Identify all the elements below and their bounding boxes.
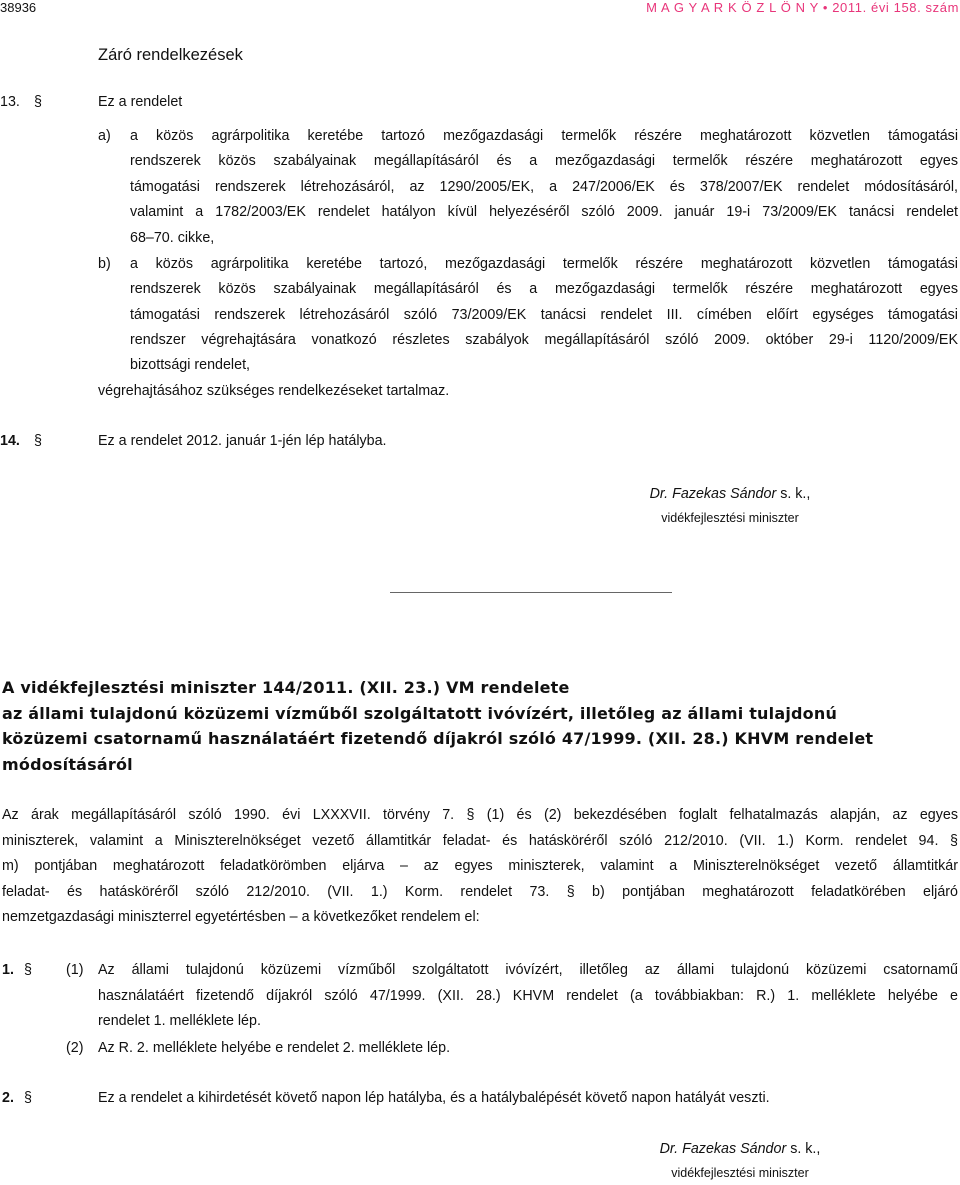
section-divider bbox=[390, 592, 672, 593]
section-sign: § bbox=[24, 962, 32, 978]
preamble-line: feladat- és hatásköréről szóló 212/2010. (VII. 1.) Korm. rendelet 73. § b) pontjában meghatározott feladatkörében eljáró bbox=[2, 884, 958, 900]
signatory-role: vidékfejlesztési miniszter bbox=[671, 1165, 809, 1180]
section-sign: § bbox=[34, 94, 42, 110]
decree-title-line: A vidékfejlesztési miniszter 144/2011. (XII. 23.) VM rendelete bbox=[2, 678, 570, 697]
preamble-line: miniszterek, valamint a Miniszterelnökséget vezető államtitkár feladat- és hatásköréről szóló 212/2010. (VII. 1.) Korm. rendelet 94. § bbox=[2, 833, 958, 849]
preamble-line: nemzetgazdasági miniszterrel egyetértésben – a következőket rendelem el: bbox=[2, 909, 480, 925]
subsection-1-line: rendelet 1. melléklete lép. bbox=[98, 1013, 261, 1029]
point-label-b: b) bbox=[98, 256, 111, 272]
decree-title-line: közüzemi csatornamű használatáért fizetendő díjakról szóló 47/1999. (XII. 28.) KHVM rendelet bbox=[2, 729, 874, 748]
subsection-1-line: használatáért fizetendő díjakról szóló 47/1999. (XII. 28.) KHVM rendelet (a továbbiakban: R.) 1. melléklete helyébe e bbox=[98, 988, 958, 1004]
paragraph-number: 2. bbox=[2, 1090, 14, 1106]
point-a-line: 68–70. cikke, bbox=[130, 230, 215, 246]
section-sign: § bbox=[34, 433, 42, 449]
paragraph-text: Ez a rendelet a kihirdetését követő napon lép hatályba, és a hatálybalépését követő napon hatályát veszti. bbox=[98, 1090, 770, 1106]
section-heading: Záró rendelkezések bbox=[98, 46, 243, 64]
point-a-line: a közös agrárpolitika keretébe tartozó mezőgazdasági termelők részére meghatározott közvetlen támogatási bbox=[130, 128, 958, 144]
point-label-a: a) bbox=[98, 128, 111, 144]
point-b-line: rendszerek közös szabályainak megállapításáról és a mezőgazdasági termelők részére meghatározott egyes bbox=[130, 281, 958, 297]
running-title: M A G Y A R K Ö Z L Ö N Y • 2011. évi 158. szám bbox=[646, 0, 959, 15]
signature-suffix: s. k., bbox=[786, 1141, 821, 1157]
signature-block bbox=[610, 482, 850, 528]
page-header bbox=[0, 0, 960, 20]
point-a-line: rendszerek közös szabályainak megállapításáról és a mezőgazdasági termelők részére meghatározott egyes bbox=[130, 153, 958, 169]
signatory-role: vidékfejlesztési miniszter bbox=[661, 510, 799, 525]
page-number: 38936 bbox=[0, 0, 37, 15]
subsection-2-text: Az R. 2. melléklete helyébe e rendelet 2. melléklete lép. bbox=[98, 1040, 451, 1056]
signature-block bbox=[620, 1137, 860, 1183]
decree-title-line: módosításáról bbox=[2, 754, 133, 774]
subsection-1-line: Az állami tulajdonú közüzemi vízműből szolgáltatott ivóvízért, illetőleg az állami tulajdonú közüzemi csatornamű bbox=[98, 962, 958, 978]
point-b-line: a közös agrárpolitika keretébe tartozó, mezőgazdasági termelők részére meghatározott közvetlen támogatási bbox=[130, 256, 958, 272]
subsection-label-1: (1) bbox=[66, 962, 84, 978]
section-sign: § bbox=[24, 1090, 32, 1106]
subsection-label-2: (2) bbox=[66, 1040, 84, 1056]
paragraph-closing: végrehajtásához szükséges rendelkezéseket tartalmaz. bbox=[98, 383, 450, 399]
signature-suffix: s. k., bbox=[776, 486, 811, 502]
decree-title bbox=[2, 675, 902, 777]
paragraph-number: 14. bbox=[0, 433, 20, 449]
signatory-name: Dr. Fazekas Sándor bbox=[649, 486, 777, 502]
point-b-line: támogatási rendszerek létrehozásáról szóló 73/2009/EK tanácsi rendelet III. címében előírt egységes támogatási bbox=[130, 307, 958, 323]
paragraph-intro: Ez a rendelet bbox=[98, 94, 183, 110]
preamble-line: Az árak megállapításáról szóló 1990. évi LXXXVII. törvény 7. § (1) és (2) bekezdésében foglalt felhatalmazás alapján, az egyes bbox=[2, 807, 958, 823]
point-a-line: támogatási rendszerek létrehozásáról, az 1290/2005/EK, a 247/2006/EK és 378/2007/EK rendelet módosításáról, bbox=[130, 179, 958, 195]
decree-title-line: az állami tulajdonú közüzemi vízműből szolgáltatott ivóvízért, illetőleg az állami tulajdonú bbox=[2, 703, 838, 723]
paragraph-text: Ez a rendelet 2012. január 1-jén lép hatályba. bbox=[98, 433, 387, 449]
signatory-name: Dr. Fazekas Sándor bbox=[659, 1141, 787, 1157]
point-b-line: bizottsági rendelet, bbox=[130, 357, 251, 373]
paragraph-number: 13. bbox=[0, 94, 20, 110]
paragraph-number: 1. bbox=[2, 962, 14, 978]
preamble-line: m) pontjában meghatározott feladatkörömben eljárva – az egyes miniszterek, valamint a Miniszterelnökséget vezető államtitkár bbox=[2, 858, 958, 874]
point-b-line: rendszer végrehajtására vonatkozó részletes szabályok megállapításáról szóló 2009. október 29-i 1120/2009/EK bbox=[130, 332, 958, 348]
point-a-line: valamint a 1782/2003/EK rendelet hatályon kívül helyezéséről szóló 2009. január 19-i 73/2009/EK tanácsi rendelet bbox=[130, 204, 958, 220]
